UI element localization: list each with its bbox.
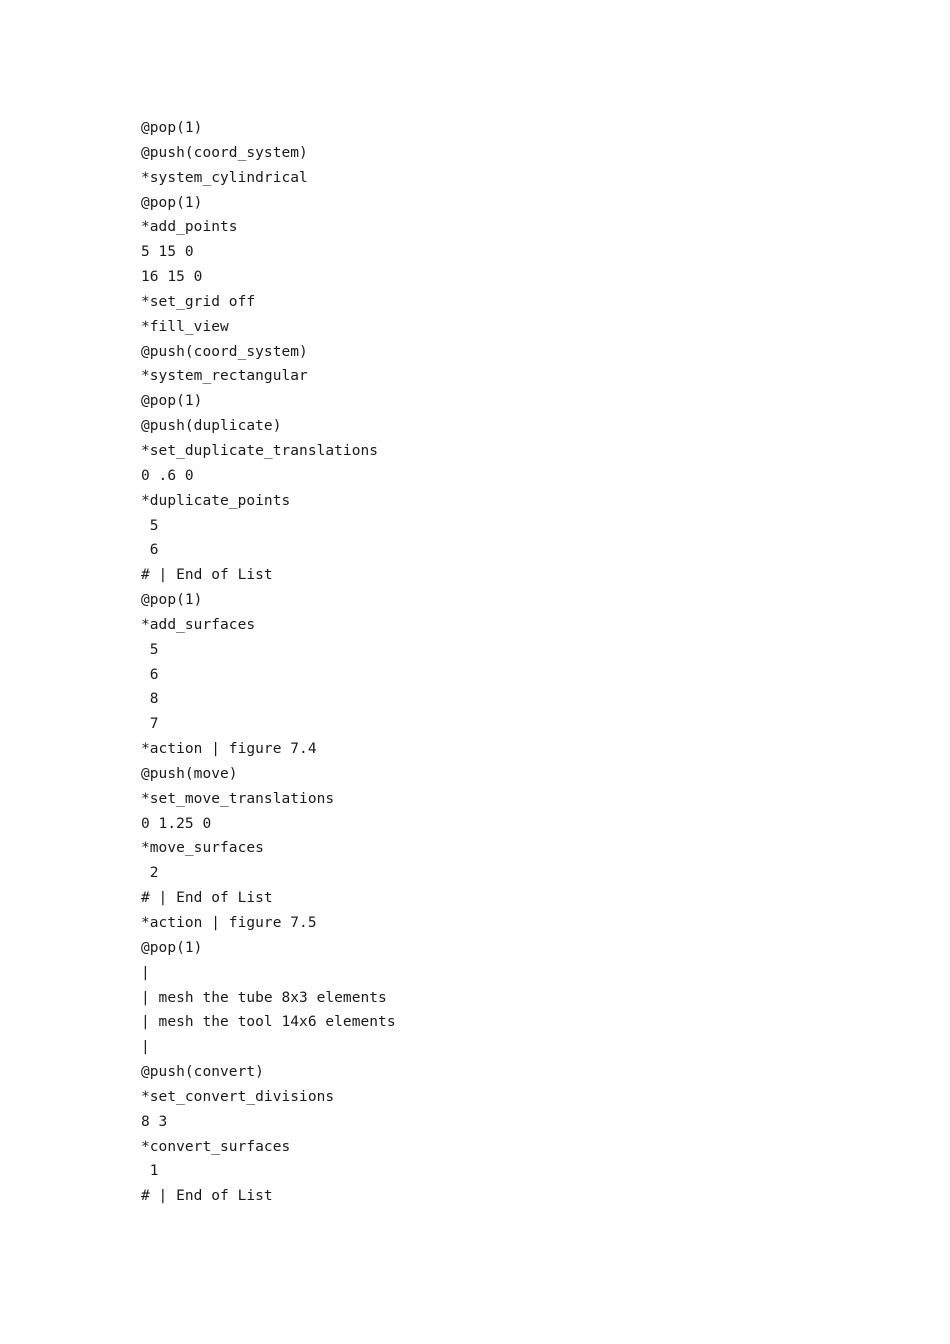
code-listing: [141, 116, 396, 1209]
code-line: | mesh the tube 8x3 elements: [141, 989, 387, 1006]
code-line: 6: [141, 666, 159, 683]
code-line: @push(coord_system): [141, 144, 308, 161]
code-line: *duplicate_points: [141, 492, 291, 509]
code-line: |: [141, 964, 150, 981]
code-line: *set_move_translations: [141, 790, 335, 807]
code-line: | mesh the tool 14x6 elements: [141, 1014, 396, 1031]
code-line: *convert_surfaces: [141, 1138, 291, 1155]
code-line: 5: [141, 641, 159, 658]
code-line: @push(coord_system): [141, 343, 308, 360]
code-line: *fill_view: [141, 318, 229, 335]
code-line: 5 15 0: [141, 244, 194, 261]
code-line: 1: [141, 1163, 159, 1180]
code-line: # | End of List: [141, 567, 273, 584]
code-line: @pop(1): [141, 939, 203, 956]
code-line: 0 1.25 0: [141, 815, 212, 832]
code-line: *set_grid off: [141, 293, 256, 310]
code-line: 8: [141, 691, 159, 708]
code-line: 16 15 0: [141, 269, 203, 286]
code-line: @pop(1): [141, 393, 203, 410]
code-line: @push(move): [141, 765, 238, 782]
code-line: *action | figure 7.4: [141, 741, 317, 758]
code-line: *action | figure 7.5: [141, 915, 317, 931]
code-line: 0 .6 0: [141, 467, 194, 484]
code-line: *add_points: [141, 219, 238, 236]
code-line: *move_surfaces: [141, 840, 264, 857]
code-line: 5: [141, 517, 159, 534]
code-line: *add_surfaces: [141, 616, 256, 633]
code-line: @push(convert): [141, 1064, 264, 1081]
code-line: *set_duplicate_translations: [141, 442, 379, 459]
code-line: |: [141, 1039, 150, 1056]
code-line: 2: [141, 865, 159, 882]
code-line: @pop(1): [141, 592, 203, 609]
code-line: # | End of List: [141, 890, 273, 907]
code-line: @push(duplicate): [141, 418, 282, 435]
code-line: 7: [141, 716, 159, 733]
code-line: # | End of List: [141, 1188, 273, 1205]
code-line: @pop(1): [141, 120, 203, 136]
code-line: *set_convert_divisions: [141, 1088, 335, 1105]
code-line: 8 3: [141, 1113, 168, 1130]
code-line: *system_cylindrical: [141, 169, 308, 186]
code-line: @pop(1): [141, 194, 203, 211]
code-line: *system_rectangular: [141, 368, 308, 385]
code-line: 6: [141, 542, 159, 559]
